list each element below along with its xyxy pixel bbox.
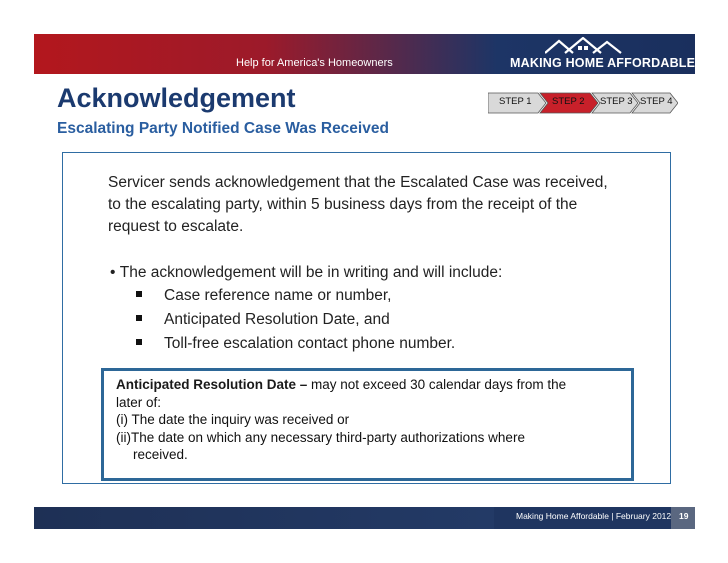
square-bullet-icon: [136, 291, 142, 297]
note-line-1: may not exceed 30 calendar days from the: [307, 377, 567, 392]
note-bold-lead: Anticipated Resolution Date –: [116, 377, 308, 392]
intro-paragraph: [108, 172, 668, 238]
sub-bullet-text: Toll-free escalation contact phone number.: [164, 335, 456, 352]
page-title: Acknowledgement: [57, 83, 296, 113]
square-bullet-icon: [136, 339, 142, 345]
sub-bullet-item: [136, 309, 390, 331]
note-line-2: later of:: [116, 394, 162, 410]
paragraph-line: request to escalate.: [108, 218, 244, 235]
sub-bullet-text: Anticipated Resolution Date, and: [164, 311, 390, 328]
paragraph-line: Servicer sends acknowledgement that the Escalated Case was received,: [108, 174, 608, 191]
step-3-label: STEP 3: [600, 96, 633, 107]
note-line-4: (ii)The date on which any necessary third-party authorizations where: [116, 429, 525, 445]
step-4-label: STEP 4: [640, 96, 673, 107]
logo-text: MAKING HOME AFFORDABLE: [510, 56, 696, 70]
paragraph-line: to the escalating party, within 5 business days from the receipt of the: [108, 196, 578, 213]
page-subtitle: Escalating Party Notified Case Was Received: [57, 120, 389, 137]
footer-left: [34, 507, 494, 529]
main-bullet: [110, 262, 502, 284]
step-2-label: STEP 2: [552, 96, 585, 107]
sub-bullet-text: Case reference name or number,: [164, 287, 392, 304]
main-bullet-text: The acknowledgement will be in writing and will include:: [119, 264, 503, 281]
square-bullet-icon: [136, 315, 142, 321]
bullet-dot: •: [110, 264, 120, 281]
sub-bullet-item: [136, 333, 455, 355]
step-1-label: STEP 1: [499, 96, 532, 107]
houses-icon: [545, 37, 635, 55]
page-number: 19: [679, 511, 689, 521]
header-tagline: Help for America's Homeowners: [236, 57, 393, 69]
note-line-5: received.: [133, 447, 188, 462]
footer-text: Making Home Affordable | February 2012: [516, 511, 672, 521]
sub-bullet-item: [136, 285, 391, 307]
note-line-3: (i) The date the inquiry was received or: [116, 412, 350, 427]
note-text: [116, 376, 631, 464]
